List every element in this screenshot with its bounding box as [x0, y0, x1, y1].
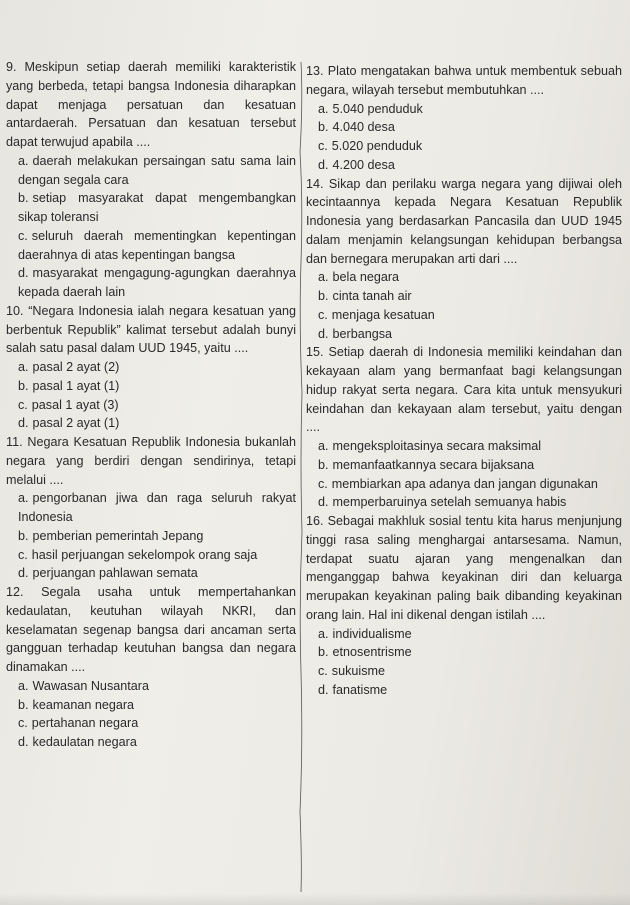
- option-d[interactable]: d. pasal 2 ayat (1): [18, 416, 120, 431]
- question-number: 14.: [306, 176, 324, 191]
- option-c[interactable]: c. menjaga kesatuan: [318, 307, 435, 322]
- question-number: 15.: [306, 345, 324, 360]
- question-14: [306, 175, 622, 344]
- option-d[interactable]: d. fanatisme: [318, 682, 388, 697]
- question-13: [306, 62, 622, 175]
- page-shadow: [0, 893, 630, 905]
- option-b[interactable]: b. setiap masyarakat dapat mengembangkan sikap toleransi: [18, 191, 296, 224]
- option-d[interactable]: d. memperbaruinya setelah semuanya habis: [318, 495, 567, 510]
- option-a[interactable]: a. bela negara: [318, 270, 400, 285]
- option-b[interactable]: b. cinta tanah air: [318, 289, 412, 303]
- question-text: Meskipun setiap daerah memiliki karakteristik yang berbeda, tetapi bangsa Indonesia diharapkan dapat menjaga persatuan dan kesatuan antardaerah. Persatuan dan kesatuan tersebut dapat terwujud apabila ....: [6, 60, 297, 149]
- option-b[interactable]: b. etnosentrisme: [318, 645, 412, 660]
- option-c[interactable]: c. 5.020 penduduk: [318, 139, 423, 153]
- question-10: [6, 302, 296, 433]
- question-number: 13.: [306, 64, 324, 78]
- option-b[interactable]: b. 4.040 desa: [318, 120, 395, 135]
- question-number: 9.: [6, 60, 17, 74]
- question-12: [6, 583, 296, 752]
- option-a[interactable]: a. pasal 2 ayat (2): [18, 360, 120, 374]
- question-number: 12.: [6, 585, 24, 599]
- option-d[interactable]: d. kedaulatan negara: [18, 735, 137, 749]
- question-number: 16.: [306, 514, 324, 528]
- question-text: Segala usaha untuk mempertahankan kedaulatan, keutuhan wilayah NKRI, dan keselamatan segenap bangsa dari ancaman serta gangguan terhadap keutuhan bangsa dan negara dinamakan ....: [6, 585, 297, 674]
- option-b[interactable]: b. memanfaatkannya secara bijaksana: [318, 457, 535, 472]
- option-b[interactable]: b. pemberian pemerintah Jepang: [18, 528, 204, 543]
- option-d[interactable]: d. berbangsa: [318, 326, 393, 341]
- right-column: [306, 62, 622, 700]
- question-text: “Negara Indonesia ialah negara kesatuan yang berbentuk Republik” kalimat tersebut adalah bunyi salah satu pasal dalam UUD 1945, yaitu ....: [6, 303, 296, 356]
- option-c[interactable]: c. seluruh daerah mementingkan kepentingan daerahnya di atas kepentingan bangsa: [18, 228, 296, 262]
- option-a[interactable]: a. individualisme: [318, 626, 412, 641]
- question-15: [306, 343, 622, 512]
- question-number: 10.: [6, 303, 24, 318]
- question-number: 11.: [6, 435, 23, 449]
- question-text: Negara Kesatuan Republik Indonesia bukanlah negara yang berdiri dengan sendirinya, tetapi melalui ....: [6, 435, 297, 487]
- option-c[interactable]: c. sukuisme: [318, 664, 385, 678]
- option-a[interactable]: a. pengorbanan jiwa dan raga seluruh rakyat Indonesia: [18, 491, 296, 524]
- option-d[interactable]: d. masyarakat mengagung-agungkan daerahnya kepada daerah lain: [18, 266, 296, 299]
- question-text: Sikap dan perilaku warga negara yang dijiwai oleh kecintaannya kepada Negara Kesatuan Republik Indonesia yang berdasarkan Pancasila dan UUD 1945 dalam menjamin kelangsungan kehidupan berbangsa dan bernegara merupakan arti dari ....: [306, 176, 622, 266]
- question-11: [6, 433, 296, 583]
- option-d[interactable]: d. 4.200 desa: [318, 157, 395, 172]
- column-divider-brace: [298, 62, 304, 892]
- option-c[interactable]: c. pasal 1 ayat (3): [18, 397, 119, 412]
- option-a[interactable]: a. daerah melakukan persaingan satu sama lain dengan segala cara: [18, 153, 296, 187]
- question-text: Setiap daerah di Indonesia memiliki keindahan dan kekayaan alam yang bermanfaat bagi kelangsungan hidup rakyat serta negara. Cara kita untuk mensyukuri keindahan dan kekayaan alam tersebut, yaitu dengan ....: [306, 345, 622, 435]
- option-b[interactable]: b. keamanan negara: [18, 697, 135, 712]
- option-a[interactable]: a. Wawasan Nusantara: [18, 678, 149, 693]
- option-a[interactable]: a. 5.040 penduduk: [318, 101, 423, 116]
- option-c[interactable]: c. hasil perjuangan sekelompok orang saja: [18, 547, 258, 562]
- left-column: [6, 58, 296, 752]
- option-c[interactable]: c. membiarkan apa adanya dan jangan digunakan: [318, 476, 598, 491]
- option-b[interactable]: b. pasal 1 ayat (1): [18, 378, 120, 393]
- option-a[interactable]: a. mengeksploitasinya secara maksimal: [318, 439, 542, 453]
- option-c[interactable]: c. pertahanan negara: [18, 716, 139, 731]
- question-9: [6, 58, 296, 302]
- question-text: Plato mengatakan bahwa untuk membentuk sebuah negara, wilayah tersebut membutuhkan ....: [306, 64, 622, 97]
- question-16: [306, 512, 622, 700]
- option-d[interactable]: d. perjuangan pahlawan semata: [18, 566, 198, 581]
- question-text: Sebagai makhluk sosial tentu kita harus menjunjung tinggi rasa saling menghargai antarsesama. Namun, terdapat suatu ajaran yang mengenalkan dan menganggap bahwa keyakinan diri dan keluarga merupakan keyakinan paling baik dibanding keyakinan orang lain. Hal ini dikenal dengan istilah ....: [306, 514, 623, 622]
